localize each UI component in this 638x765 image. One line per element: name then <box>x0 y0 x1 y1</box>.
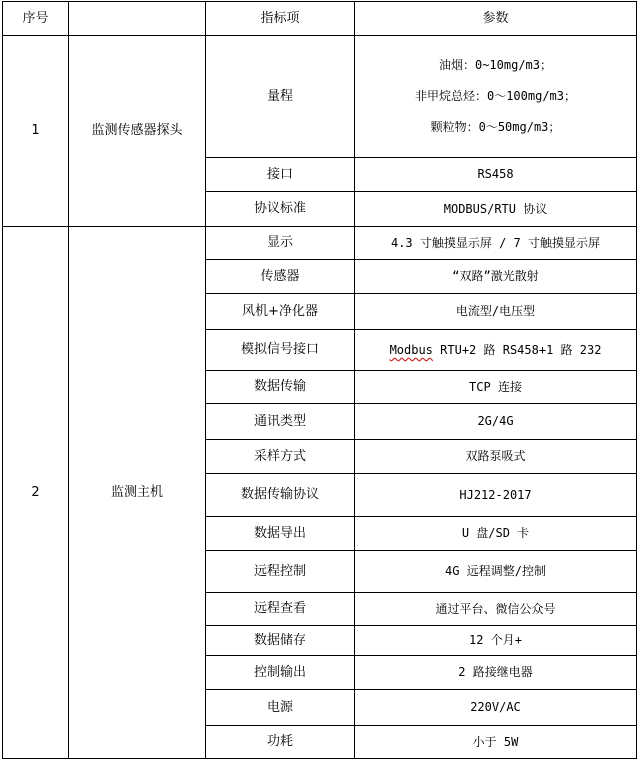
spellcheck-word: Modbus <box>389 342 433 357</box>
item-cell: 协议标准 <box>206 192 355 227</box>
value-cell: 电流型/电压型 <box>355 294 637 330</box>
value-cell: 4G 远程调整/控制 <box>355 551 637 593</box>
header-param: 参数 <box>355 2 637 36</box>
range-line: 颗粒物：0～50mg/m3； <box>430 120 561 134</box>
spec-table <box>2 1 637 759</box>
value-cell: 2 路接继电器 <box>355 656 637 690</box>
item-cell: 数据储存 <box>206 626 355 656</box>
item-cell: 接口 <box>206 158 355 192</box>
value-cell: “双路”激光散射 <box>355 260 637 294</box>
group-2-no: 2 <box>3 227 69 759</box>
item-cell: 远程控制 <box>206 551 355 593</box>
item-cell: 功耗 <box>206 726 355 759</box>
item-cell: 采样方式 <box>206 440 355 474</box>
value-text: RTU+2 路 RS458+1 路 232 <box>432 342 602 357</box>
value-cell: 2G/4G <box>355 404 637 440</box>
range-line: 非甲烷总烃：0～100mg/m3； <box>414 89 577 103</box>
item-cell: 数据传输协议 <box>206 474 355 517</box>
item-cell: 数据导出 <box>206 517 355 551</box>
header-no: 序号 <box>3 2 69 36</box>
value-cell: 4.3 寸触摸显示屏 / 7 寸触摸显示屏 <box>355 227 637 260</box>
value-cell: 220V/AC <box>355 690 637 726</box>
group-1-name: 监测传感器探头 <box>69 36 206 227</box>
item-cell: 远程查看 <box>206 593 355 626</box>
item-cell: 传感器 <box>206 260 355 294</box>
header-item: 指标项 <box>206 2 355 36</box>
item-cell: 通讯类型 <box>206 404 355 440</box>
value-cell: 通过平台、微信公众号 <box>355 593 637 626</box>
item-cell: 显示 <box>206 227 355 260</box>
value-cell: RS458 <box>355 158 637 192</box>
range-line: 油烟：0~10mg/m3； <box>438 58 553 72</box>
group-2-name: 监测主机 <box>69 227 206 759</box>
value-cell: MODBUS/RTU 协议 <box>355 192 637 227</box>
range-values <box>355 36 637 158</box>
item-cell: 量程 <box>206 36 355 158</box>
group-1-no: 1 <box>3 36 69 227</box>
item-cell: 风机+净化器 <box>206 294 355 330</box>
value-cell <box>355 330 637 371</box>
value-cell: TCP 连接 <box>355 371 637 404</box>
value-cell: HJ212-2017 <box>355 474 637 517</box>
table-row <box>3 36 637 158</box>
value-cell: U 盘/SD 卡 <box>355 517 637 551</box>
table-row <box>3 227 637 260</box>
value-cell: 双路泵吸式 <box>355 440 637 474</box>
header-name <box>69 2 206 36</box>
item-cell: 数据传输 <box>206 371 355 404</box>
item-cell: 电源 <box>206 690 355 726</box>
value-cell: 小于 5W <box>355 726 637 759</box>
header-row <box>3 2 637 36</box>
value-cell: 12 个月+ <box>355 626 637 656</box>
item-cell: 控制输出 <box>206 656 355 690</box>
item-cell: 模拟信号接口 <box>206 330 355 371</box>
